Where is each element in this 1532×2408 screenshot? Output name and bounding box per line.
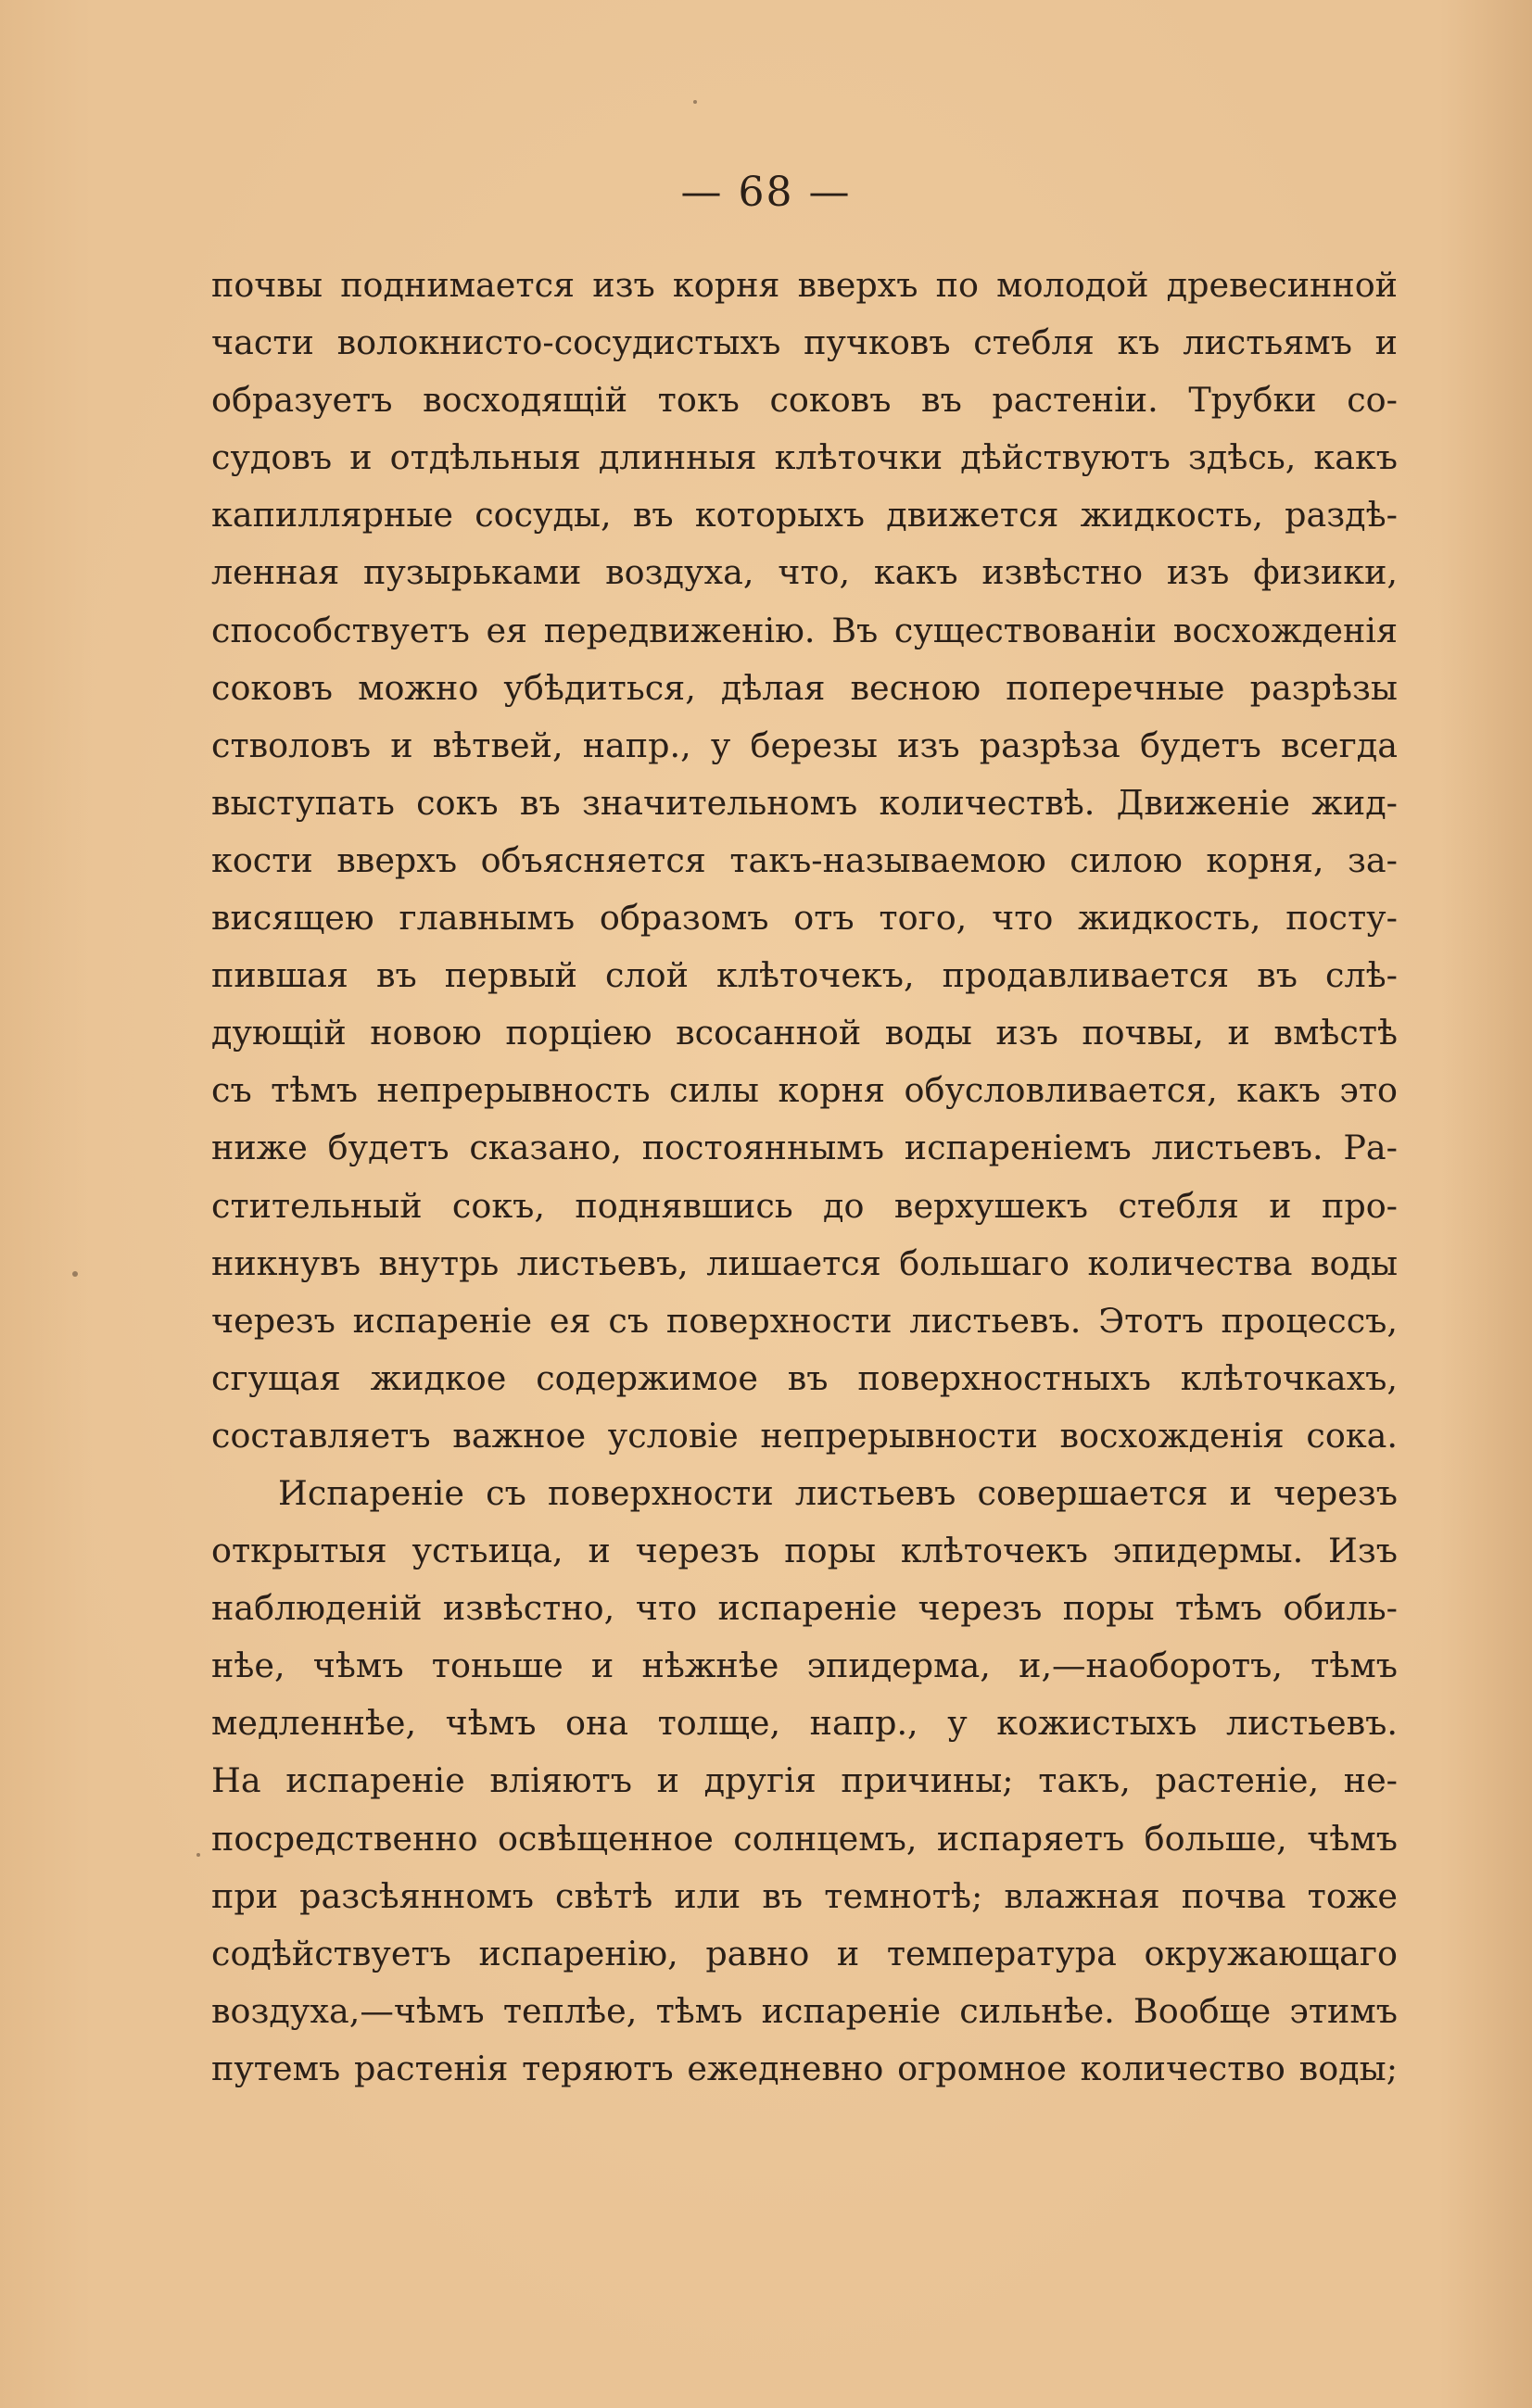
text-line: части волокнисто-сосудистыхъ пучковъ стебля къ листьямъ и [211, 322, 1398, 363]
text-line: ленная пузырьками воздуха, что, какъ извѣстно изъ физики, [211, 552, 1398, 593]
text-line: На испареніе вліяютъ и другія причины; такъ, растеніе, не- [211, 1760, 1398, 1801]
text-line: стволовъ и вѣтвей, напр., у березы изъ разрѣза будетъ всегда [211, 725, 1398, 765]
text-line: способствуетъ ея передвиженію. Въ существованіи восхожденія [211, 610, 1398, 650]
print-speck [196, 1853, 200, 1857]
text-line: путемъ растенія теряютъ ежедневно огромное количество воды; [211, 2048, 1398, 2088]
text-line: судовъ и отдѣльныя длинныя клѣточки дѣйствуютъ здѣсь, какъ [211, 437, 1398, 478]
text-line: кости вверхъ объясняется такъ-называемою силою корня, за- [211, 839, 1398, 880]
text-line: воздуха,—чѣмъ теплѣе, тѣмъ испареніе сильнѣе. Вообще этимъ [211, 1990, 1398, 2031]
text-line: почвы поднимается изъ корня вверхъ по молодой древесинной [211, 265, 1398, 305]
text-line: открытыя устьица, и черезъ поры клѣточекъ эпидермы. Изъ [211, 1531, 1398, 1571]
text-line: образуетъ восходящій токъ соковъ въ растеніи. Трубки со- [211, 380, 1398, 421]
text-line: ниже будетъ сказано, постояннымъ испареніемъ листьевъ. Ра- [211, 1128, 1398, 1168]
print-speck [693, 100, 697, 104]
body-text [211, 257, 1398, 2098]
text-line: съ тѣмъ непрерывность силы корня обусловливается, какъ это [211, 1070, 1398, 1111]
text-line: висящею главнымъ образомъ отъ того, что жидкость, посту- [211, 898, 1398, 939]
text-line: нѣе, чѣмъ тоньше и нѣжнѣе эпидерма, и,—наоборотъ, тѣмъ [211, 1645, 1398, 1686]
page-number: — 68 — [680, 169, 852, 216]
text-line: при разсѣянномъ свѣтѣ или въ темнотѣ; влажная почва тоже [211, 1875, 1398, 1916]
text-line: никнувъ внутрь листьевъ, лишается большаго количества воды [211, 1242, 1398, 1283]
text-line: наблюденій извѣстно, что испареніе черезъ поры тѣмъ обиль- [211, 1588, 1398, 1629]
text-line: пившая въ первый слой клѣточекъ, продавливается въ слѣ- [211, 955, 1398, 996]
print-speck [72, 1271, 78, 1277]
text-line: содѣйствуетъ испаренію, равно и температура окружающаго [211, 1933, 1398, 1973]
text-line: медленнѣе, чѣмъ она толще, напр., у кожистыхъ листьевъ. [211, 1703, 1398, 1744]
text-line: соковъ можно убѣдиться, дѣлая весною поперечные разрѣзы [211, 667, 1398, 708]
text-line: капиллярные сосуды, въ которыхъ движется жидкость, раздѣ- [211, 495, 1398, 536]
text-line: дующій новою порціею всосанной воды изъ почвы, и вмѣстѣ [211, 1013, 1398, 1053]
text-line: выступать сокъ въ значительномъ количествѣ. Движеніе жид- [211, 782, 1398, 823]
text-line: сгущая жидкое содержимое въ поверхностныхъ клѣточкахъ, [211, 1357, 1398, 1398]
text-line-paragraph-start: Испареніе съ поверхности листьевъ совершается и черезъ [278, 1472, 1398, 1513]
text-line: стительный сокъ, поднявшись до верхушекъ стебля и про- [211, 1185, 1398, 1226]
text-line: посредственно освѣщенное солнцемъ, испаряетъ больше, чѣмъ [211, 1818, 1398, 1859]
text-line: черезъ испареніе ея съ поверхности листьевъ. Этотъ процессъ, [211, 1300, 1398, 1341]
text-line: составляетъ важное условіе непрерывности восхожденія сока. [211, 1415, 1398, 1456]
